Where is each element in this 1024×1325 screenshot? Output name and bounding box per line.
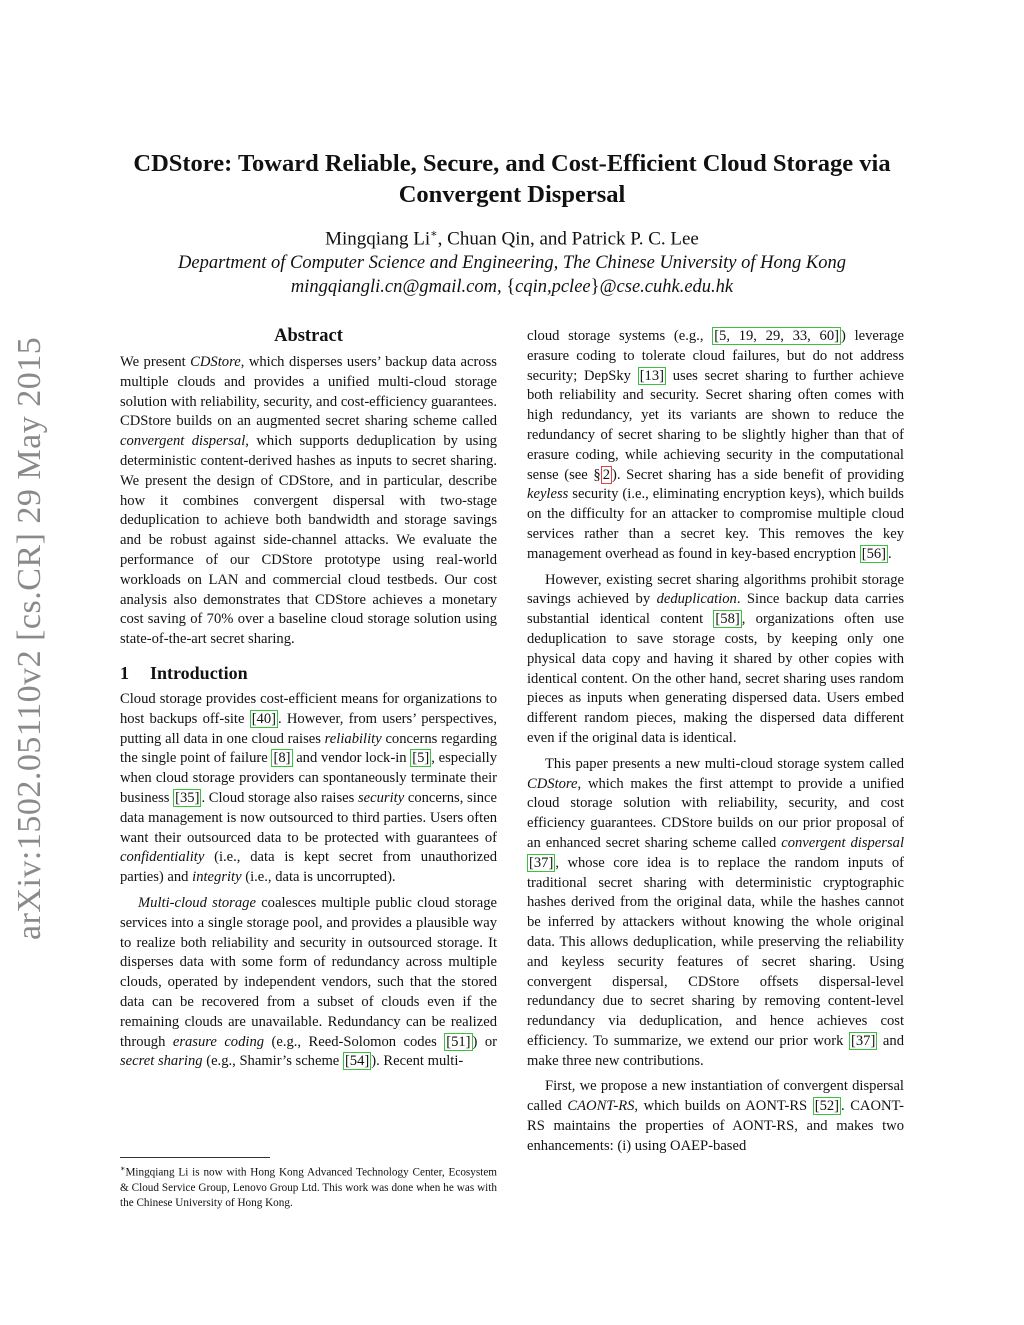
author-first: Mingqiang Li [325,228,431,250]
right-column [527,327,904,1157]
abstract-text: , which supports deduplication by using deterministic content-derived hashes as inputs to secret sharing. We present the design of CDStore, and in particular, describe how it combines convergent dispersal with two-stage deduplication to achieve both bandwidth and storage savings and be robust against side-channel attacks. We evaluate the performance of our CDStore prototype using real-world workloads on LAN and commercial cloud testbeds. Our cost analysis also demonstrates that CDStore achieves a monetary cost saving of 70% over a baseline cloud storage solution using state-of-the-art secret sharing. [120,433,497,648]
citation-link[interactable]: [5] [412,750,430,767]
abstract-text: We present [120,354,191,370]
footnote-rule [120,1157,270,1158]
citation-link[interactable]: [35] [175,789,200,806]
paragraph-text: (e.g., Shamir’s scheme [202,1053,343,1070]
paragraph-text: , which builds on AONT-RS [634,1098,813,1115]
paragraph-text: and vendor lock-in [292,750,411,767]
citation-link[interactable]: [52] [814,1098,840,1115]
emphasis-text: reliability [324,730,382,747]
emphasis-text: CAONT-RS [567,1098,635,1115]
paragraph-text: , especially when cloud storage providers can spontaneously terminate their business [120,750,497,806]
abstract-paragraph [120,353,497,650]
paragraph-text: . [888,545,892,562]
emphasis-text: secret sharing [120,1053,203,1070]
paragraph-text: ). Secret sharing has a side benefit of providing [612,466,904,483]
paragraph-text: However, existing secret sharing algorithms prohibit storage savings achieved by [527,571,904,608]
paragraph-text: (e.g., Reed-Solomon codes [264,1033,445,1050]
footnote [120,1161,497,1211]
emphasis-text: Multi-cloud storage [138,894,256,911]
paragraph-text: Cloud storage provides cost-efficient means for organizations to host backups off-site [120,690,497,727]
abstract-heading: Abstract [274,326,343,346]
emphasis-text: deduplication [656,591,737,608]
section-number: 1 [120,662,129,683]
right-paragraph-4 [527,1077,904,1156]
paragraph-text: and make three new contributions. [527,1032,904,1069]
section-reference-link[interactable]: 2 [602,466,610,483]
citation-link[interactable]: [37] [529,854,554,871]
citation-link[interactable]: [8] [273,750,291,767]
paragraph-text: security (i.e., eliminating encryption keys), which builds on the difficulty for an attacker to compromise multiple cloud services rather than a secret key. This removes the key management overhead as found in key-based encryption [527,486,904,562]
paragraph-text: This paper presents a new multi-cloud storage system called [545,755,904,772]
right-paragraph-2 [527,571,904,749]
paragraph-text: uses secret sharing to further achieve both reliability and security. Secret sharing often comes with high redundancy, yet its variants are shown to reduce the redundancy of secret sharing to be slightly higher than that of erasure coding, while achieving security in the computational sense (see § [527,367,904,483]
paragraph-text: , organizations often use deduplication to save storage costs, by keeping only one physical data copy and having it shared by other copies with identical content. On the other hand, secret sharing uses random pieces as inputs when generating dispersed data. Users embed different random pieces, making the dispersed data different even if the original data is identical. [527,611,904,746]
intro-paragraph-2 [120,894,497,1072]
author-footnote-mark: ∗ [430,228,438,240]
citation-link[interactable]: [13] [639,367,665,384]
intro-paragraph-1 [120,690,497,888]
right-paragraph-3 [527,755,904,1072]
paragraph-text: ) leverage erasure coding to tolerate cloud failures, but do not address security; DepSky [527,328,904,384]
right-paragraph-1 [527,327,904,565]
paragraph-text: First, we propose a new instantiation of convergent dispersal called [527,1078,904,1115]
paragraph-text: , whose core idea is to replace the random inputs of traditional secret sharing with deterministic cryptographic hashes derived from the original data, while the hashes cannot be inferred by attackers without knowing the whole original data. This allows deduplication, while preserving the reliability and keyless security features of secret sharing. Using convergent dispersal, CDStore offsets dispersal-level redundancy due to secret sharing by removing content-level redundancy via deduplication, and hence achieves cost efficiency. To summarize, we extend our prior work [527,854,904,1049]
paragraph-text: , which makes the first attempt to provide a unified cloud storage solution with reliability, security, and cost efficiency guarantees. CDStore builds on our prior proposal of an enhanced secret sharing scheme called [527,775,904,851]
citation-link[interactable]: [37] [850,1032,876,1049]
title-line-2: Convergent Dispersal [398,181,626,208]
left-column [120,325,497,1072]
email-brace-close: } [590,277,600,298]
citation-link[interactable]: [58] [715,611,740,628]
author-emails [120,275,904,299]
emphasis-text: convergent dispersal [781,834,904,851]
section-title-text: Introduction [150,662,248,683]
emphasis-text: security [357,789,405,806]
paragraph-text: ). Recent multi- [371,1053,464,1070]
citation-link[interactable]: [54] [344,1053,370,1070]
paper-title [120,148,904,210]
footnote-text: Mingqiang Li is now with Hong Kong Advanced Technology Center, Ecosystem & Cloud Service Group, Lenovo Group Ltd. This work was done when he was with the Chinese University of Hong Kong. [120,1166,497,1209]
paragraph-text: . Cloud storage also raises [201,789,358,806]
abstract-text: , which disperses users’ backup data across multiple clouds and provides a unified multi-cloud storage solution with reliability, security, and cost-efficiency guarantees. CDStore builds on an augmented secret sharing scheme called [120,354,497,430]
paragraph-text: . Since backup data carries substantial identical content [527,591,904,628]
citation-link[interactable]: [5, 19, 29, 33, 60] [714,328,839,344]
section-heading-introduction [120,662,497,684]
paragraph-text: . CAONT-RS maintains the properties of AONT-RS, and makes two enhancements: (i) using OAEP-based [527,1098,904,1154]
email-users: cqin,pclee [515,277,591,298]
emphasis-text: keyless [527,486,569,503]
emphasis-text: CDStore [527,775,578,792]
emphasis-text: confidentiality [120,849,205,866]
paper-header [120,148,904,299]
footnote-mark: ∗ [120,1164,126,1173]
email-brace-open: { [506,277,516,298]
author-others: , Chuan Qin, and Patrick P. C. Lee [437,228,699,250]
email-primary: mingqiangli.cn@gmail.com, [290,277,507,298]
citation-link[interactable]: [40] [251,710,277,727]
paragraph-text: cloud storage systems (e.g., [527,328,713,344]
email-domain: @cse.cuhk.edu.hk [599,277,734,298]
citation-link[interactable]: [56] [861,545,887,562]
arxiv-identifier-stamp: arXiv:1502.05110v2 [cs.CR] 29 May 2015 [11,336,48,940]
paragraph-text: coalesces multiple public cloud storage services into a single storage pool, and provides a plausible way to realize both reliability and security in outsourced storage. It disperses data with some form of redundancy across multiple clouds, operated by independent vendors, such that the stored data can be recovered from a subset of clouds even if the remaining clouds are unavailable. Redundancy can be realized through [120,894,497,1050]
title-line-1: CDStore: Toward Reliable, Secure, and Cost-Efficient Cloud Storage via [133,150,891,177]
emphasis-text: erasure coding [172,1033,265,1050]
paragraph-text: concerns regarding the single point of failure [120,730,497,767]
paragraph-text: (i.e., data is uncorrupted). [241,869,396,886]
emphasis-text: integrity [192,869,242,886]
citation-link[interactable]: [51] [446,1033,471,1050]
paragraph-text: concerns, since data management is now outsourced to third parties. Users often want their outsourced data to be protected with guarantees of [120,789,498,846]
author-list [120,222,904,251]
abstract-emph: CDStore [190,354,241,370]
paragraph-text: . However, from users’ perspectives, putting all data in one cloud raises [120,710,497,747]
paragraph-text: ) or [472,1033,497,1050]
abstract-emph: convergent dispersal [120,433,246,450]
affiliation: Department of Computer Science and Engineering, The Chinese University of Hong Kong [178,253,846,274]
paragraph-text: (i.e., data is kept secret from unauthorized parties) and [120,849,497,886]
